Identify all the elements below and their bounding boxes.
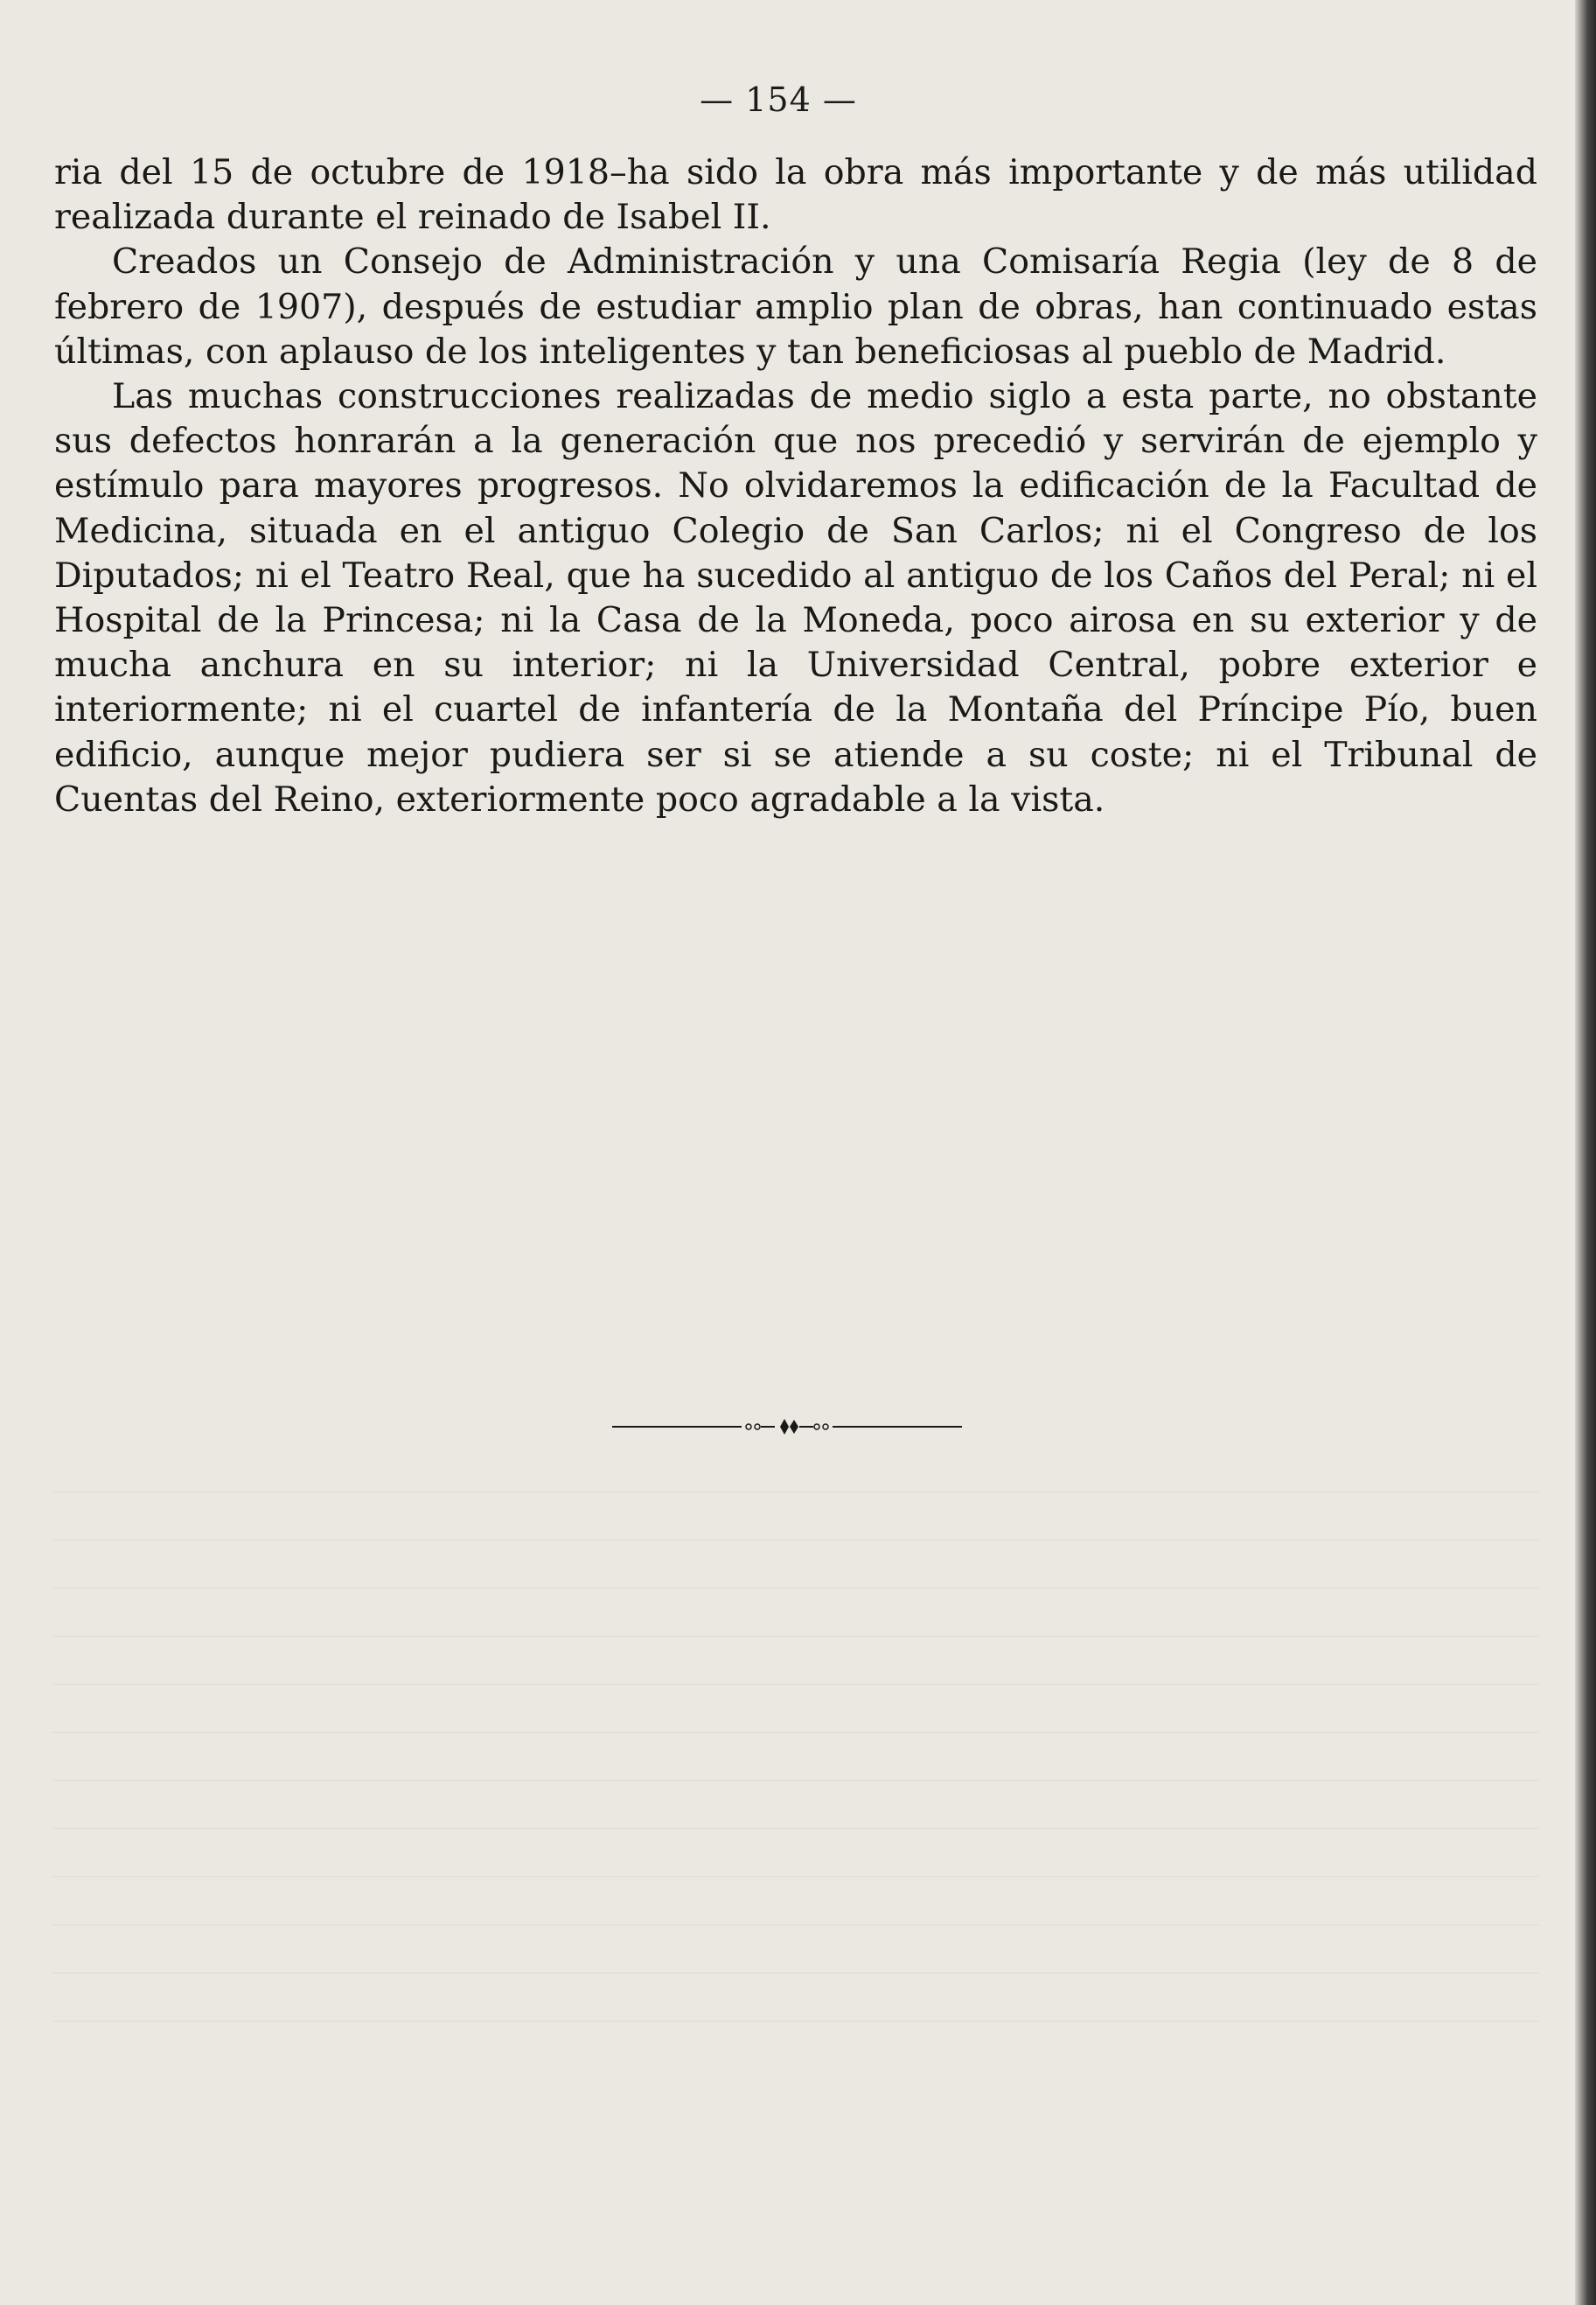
bleed-through-line [52, 1684, 1539, 1685]
page-number: — 154 — [700, 80, 857, 119]
page-edge-shadow [1575, 0, 1596, 2305]
paragraph: Las muchas construcciones realizadas de medio siglo a esta parte, no obstante sus defectos honrarán a la generación que nos precedió y servirán de ejemplo y estímulo para mayores progresos. No olvidaremos la edificación de la Facultad de Medicina, situada en el antiguo Colegio de San Carlos; ni el Congreso de los Diputados; ni el Teatro Real, que ha sucedido al antiguo de los Caños del Peral; ni el Hospital de la Princesa; ni la Casa de la Moneda, poco airosa en su exterior y de mucha anchura en su interior; ni la Universidad Central, pobre exterior e interiormente; ni el cuartel de infantería de la Montaña del Príncipe Pío, buen edificio, aunque mejor pudiera ser si se atiende a su coste; ni el Tribunal de Cuentas del Reino, exteriormente poco agradable a la vista. [54, 376, 1537, 820]
ornamental-rule-icon [612, 1414, 962, 1440]
bleed-through-line [52, 2021, 1539, 2022]
bleed-through-line [52, 1876, 1539, 1877]
bleed-through-line [52, 1828, 1539, 1829]
paragraph: Creados un Consejo de Administración y una Comisaría Regia (ley de 8 de febrero de 1907), después de estudiar amplio plan de obras, han continuado estas últimas, con aplauso de los inteligentes y tan beneficiosas al pueblo de Madrid. [54, 241, 1537, 372]
bleed-through-line [52, 1491, 1539, 1492]
bleed-through-line [52, 1732, 1539, 1733]
bleed-through-line [52, 1636, 1539, 1637]
body-text [54, 150, 1537, 822]
bleed-through-line [52, 1780, 1539, 1781]
bleed-through-line [52, 1588, 1539, 1589]
paragraph-continuation: ria del 15 de octubre de 1918–ha sido la obra más importante y de más utilidad realizada durante el reinado de Isabel II. [54, 152, 1537, 238]
bleed-through-line [52, 1924, 1539, 1925]
